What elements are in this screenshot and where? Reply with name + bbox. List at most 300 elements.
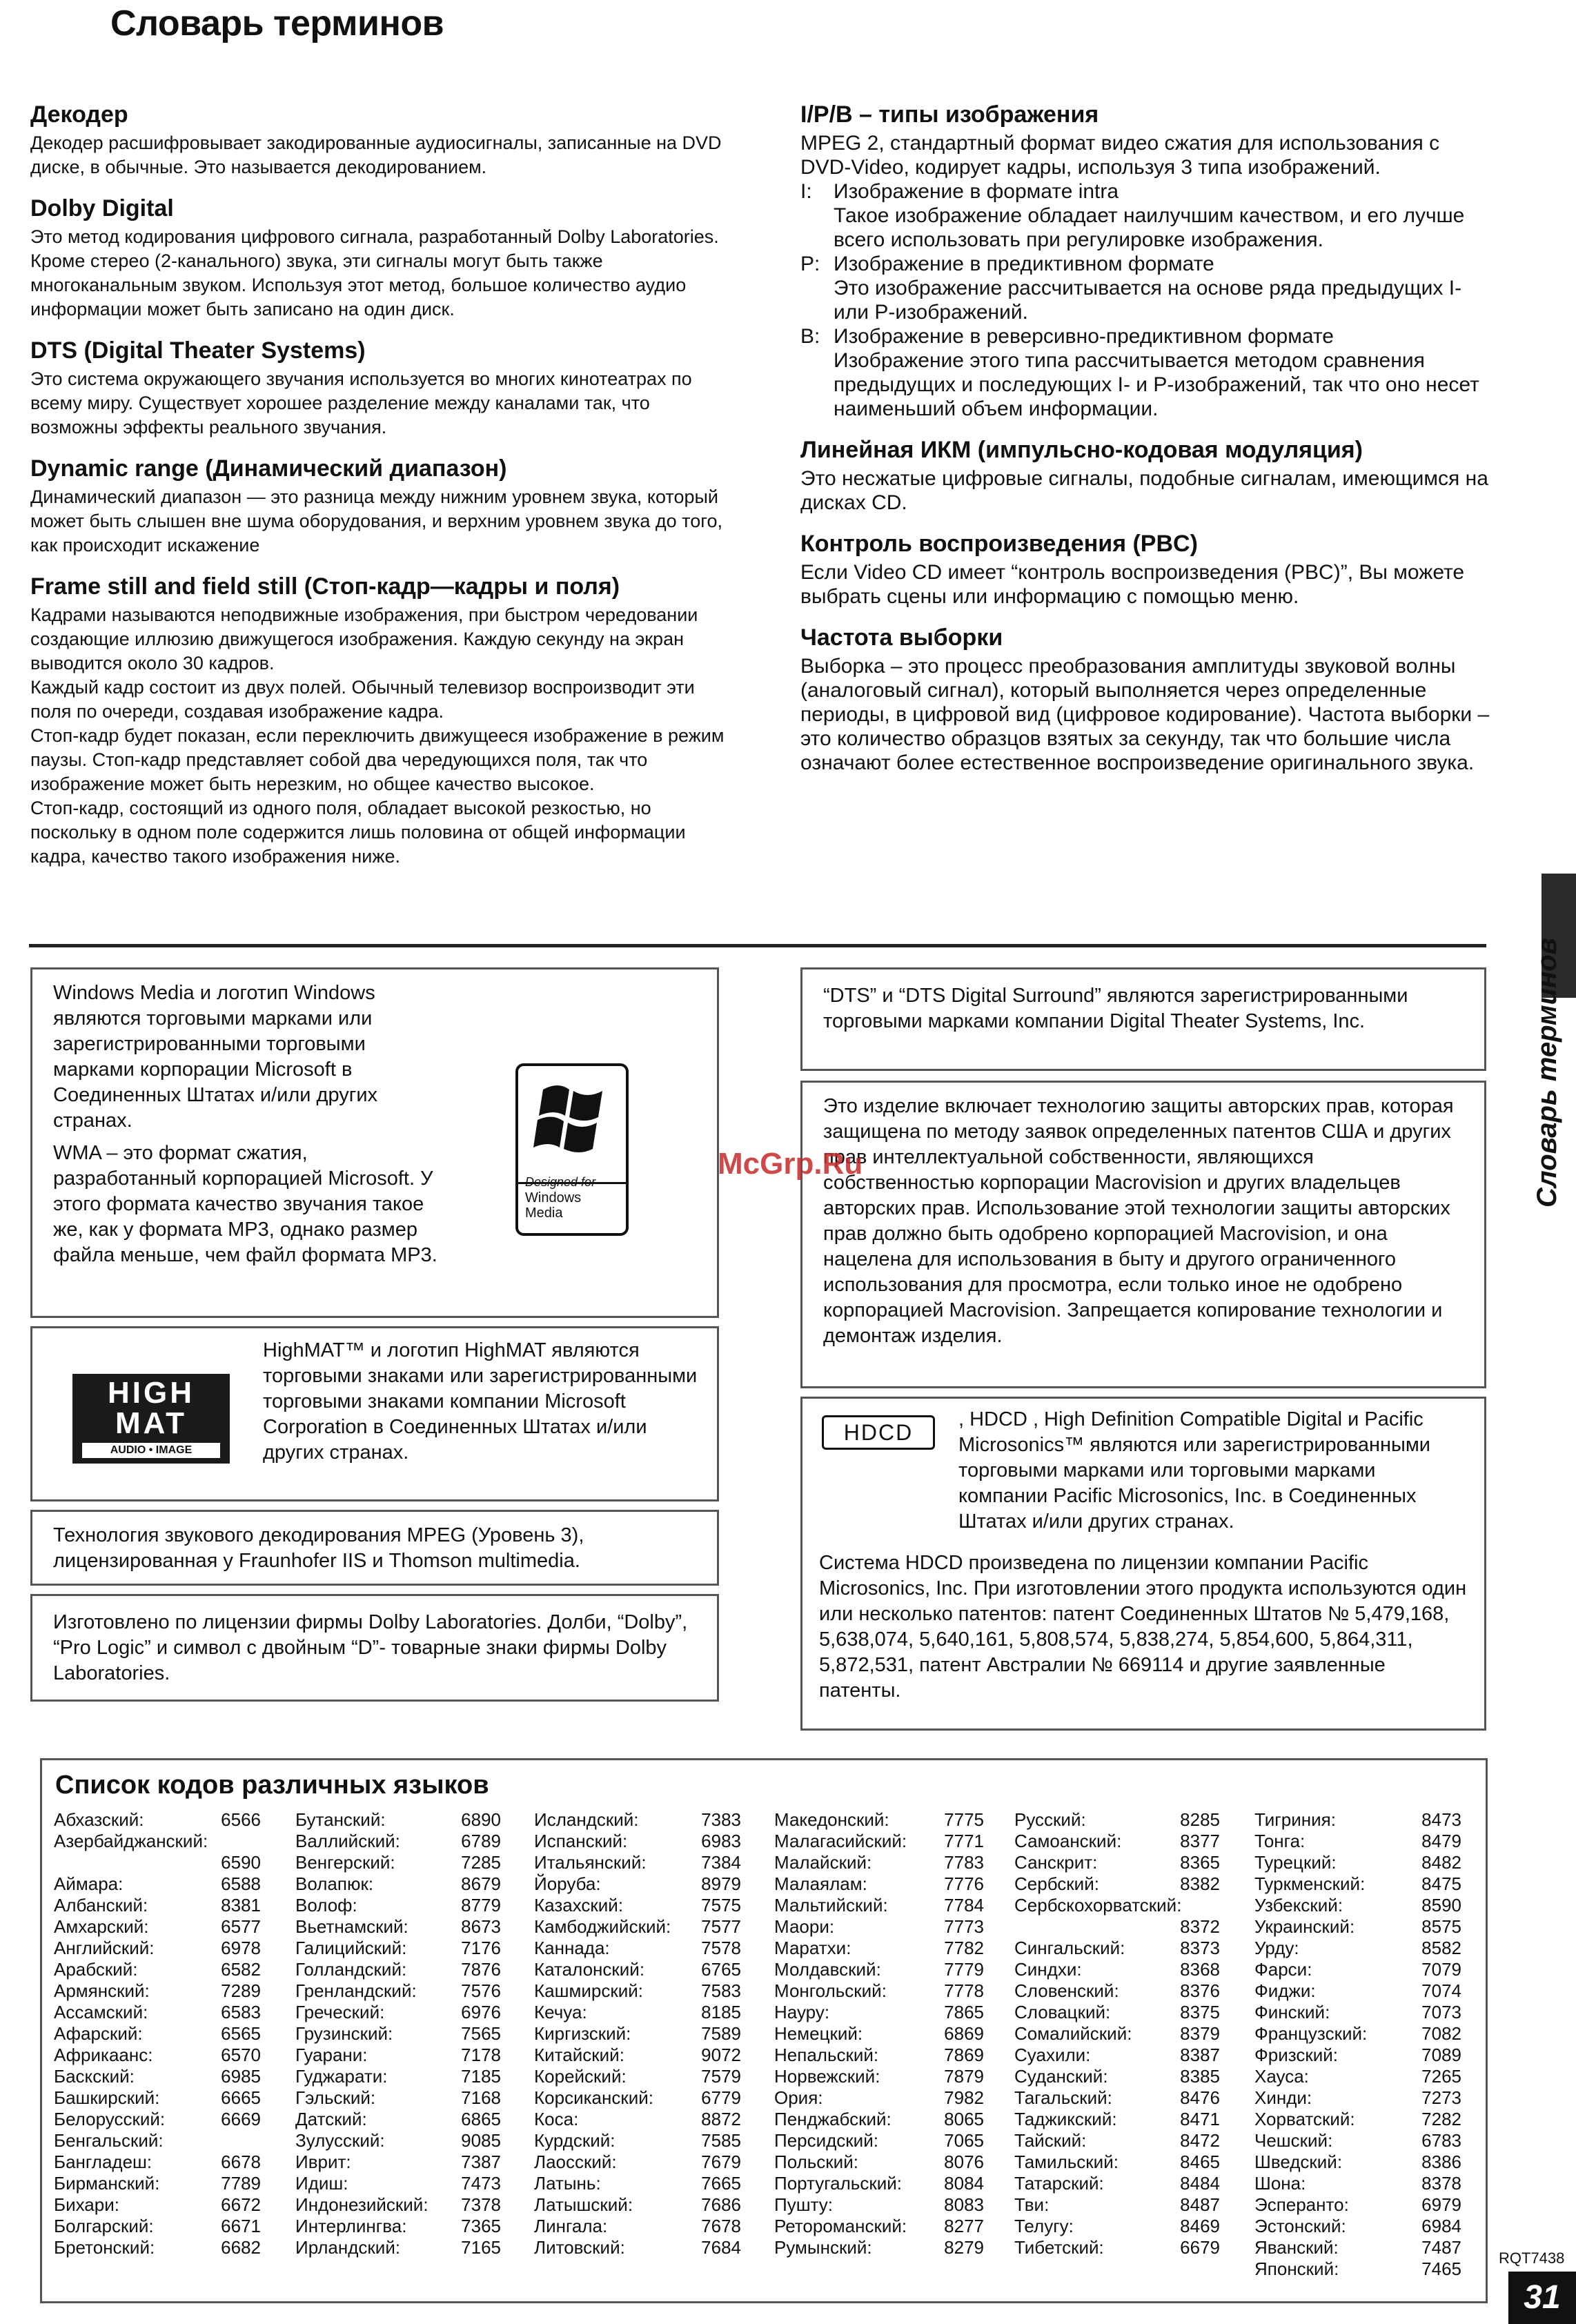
hdcd-logo: HDCD xyxy=(822,1415,935,1450)
language-row xyxy=(774,2002,984,2023)
language-row xyxy=(1254,2258,1461,2280)
language-row xyxy=(534,2087,741,2109)
watermark: McGrp.Ru xyxy=(718,1147,863,1181)
language-row xyxy=(1014,2023,1220,2045)
language-row xyxy=(54,1831,261,1852)
language-row xyxy=(54,1895,261,1916)
language-name: Непальский: xyxy=(774,2045,879,2065)
language-row xyxy=(774,2130,984,2151)
language-name: Малайский: xyxy=(774,1852,872,1873)
language-code: 8379 xyxy=(1180,2023,1220,2044)
glossary-entry-text: Это система окружающего звучания используется во многих кинотеатрах по всему миру. Существует хорошее разделение между каналами так, что возможны эффекты реального звучания. xyxy=(30,368,692,437)
glossary-entry xyxy=(800,436,1490,515)
language-row xyxy=(1254,1895,1461,1916)
language-code: 7782 xyxy=(944,1938,984,1958)
language-row xyxy=(774,2109,984,2130)
language-name: Португальский: xyxy=(774,2173,902,2194)
language-code xyxy=(213,1831,261,1852)
language-code: 7285 xyxy=(461,1852,501,1873)
language-code: 6976 xyxy=(461,2002,501,2022)
language-code: 6679 xyxy=(1180,2237,1220,2258)
language-code: 7779 xyxy=(944,1959,984,1980)
language-row xyxy=(1014,1809,1220,1831)
language-row xyxy=(1254,1809,1461,1831)
language-code: 7686 xyxy=(701,2194,741,2215)
language-row xyxy=(534,2002,741,2023)
language-name: Норвежский: xyxy=(774,2066,880,2087)
language-name: Венгерский: xyxy=(295,1852,395,1873)
language-row xyxy=(774,1809,984,1831)
language-code: 8679 xyxy=(461,1873,501,1894)
language-name: Гренландский: xyxy=(295,1980,417,2001)
side-tab-label: Словарь терминов xyxy=(1532,938,1562,1208)
language-row xyxy=(774,1895,984,1916)
language-row xyxy=(1014,2109,1220,2130)
language-row xyxy=(534,1873,741,1895)
language-name: Молдавский: xyxy=(774,1959,881,1980)
language-code: 8372 xyxy=(1180,1916,1220,1937)
language-name: Камбоджийский: xyxy=(534,1916,671,1937)
macrovision-box xyxy=(800,1081,1486,1388)
language-code: 8479 xyxy=(1421,1831,1461,1851)
language-code: 6672 xyxy=(221,2194,261,2215)
language-name: Болгарский: xyxy=(54,2216,154,2236)
language-code: 8482 xyxy=(1421,1852,1461,1873)
language-name: Белорусский: xyxy=(54,2109,166,2129)
glossary-entry-title: Dynamic range (Динамический диапазон) xyxy=(30,455,507,482)
language-name: Хинди: xyxy=(1254,2087,1312,2108)
language-name: Армянский: xyxy=(54,1980,150,2001)
language-name: Латышский: xyxy=(534,2194,633,2215)
language-row xyxy=(1254,2066,1461,2087)
language-code: 8465 xyxy=(1180,2151,1220,2172)
language-row xyxy=(1254,1873,1461,1895)
language-row xyxy=(1014,2045,1220,2066)
language-row xyxy=(534,1916,741,1938)
language-code: 8590 xyxy=(1421,1895,1461,1916)
language-code: 7879 xyxy=(944,2066,984,2087)
glossary-entry-text: Это метод кодирования цифрового сигнала, разработанный Dolby Laboratories. Кроме стерео (2-канального) звука, эти сигналы могут быть также многоканальным звуком. Используя этот метод, большое количество аудио информации может быть записано на один диск. xyxy=(30,226,719,319)
language-code: 6789 xyxy=(461,1831,501,1851)
language-code: 6779 xyxy=(701,2087,741,2108)
language-code: 6869 xyxy=(944,2023,984,2044)
language-row xyxy=(534,2109,741,2130)
language-name: Греческий: xyxy=(295,2002,385,2022)
language-name: Корсиканский: xyxy=(534,2087,653,2108)
language-row xyxy=(295,1980,501,2002)
language-name: Исландский: xyxy=(534,1809,639,1830)
language-row xyxy=(534,2066,741,2087)
language-column xyxy=(534,1809,741,2258)
language-name: Китайский: xyxy=(534,2045,624,2065)
language-name: Таджикский: xyxy=(1014,2109,1117,2129)
glossary-left-column xyxy=(30,101,727,884)
language-code: 9072 xyxy=(701,2045,741,2065)
language-name: Чешский: xyxy=(1254,2130,1333,2151)
language-code: 7665 xyxy=(701,2173,741,2194)
language-row xyxy=(54,1980,261,2002)
language-row xyxy=(295,2045,501,2066)
language-code xyxy=(213,2130,261,2151)
language-row xyxy=(774,2194,984,2216)
language-row xyxy=(1254,1980,1461,2002)
glossary-entry xyxy=(30,195,727,322)
language-code: 8779 xyxy=(461,1895,501,1916)
language-row xyxy=(1254,2216,1461,2237)
macrovision-text: Это изделие включает технологию защиты авторских прав, которая защищена по методу заявок определенных патентов США и других прав интеллектуальной собственности, являющихся собственностью корпорации Macrovision и других владельцев авторских прав. Использование этой технологии защиты авторских прав должно быть одобрено корпорацией Macrovision, и она нацелена для использования в быту и другого ограниченного использования для просмотра, если только иное не одобрено корпорацией Macrovision. Запрещается копирование технологии и демонтаж изделия. xyxy=(823,1095,1454,1347)
language-code: 7487 xyxy=(1421,2237,1461,2258)
language-name: Японский: xyxy=(1254,2258,1339,2279)
language-row xyxy=(54,1809,261,1831)
language-name: Словенский: xyxy=(1014,1980,1119,2001)
language-name: Бангладеш: xyxy=(54,2151,152,2172)
language-row xyxy=(1254,2045,1461,2066)
language-code: 7789 xyxy=(221,2173,261,2194)
language-code: 8382 xyxy=(1180,1873,1220,1894)
language-code: 7576 xyxy=(461,1980,501,2001)
language-code: 7176 xyxy=(461,1938,501,1958)
language-name: Азербайджанский: xyxy=(54,1831,208,1851)
language-row xyxy=(1014,1938,1220,1959)
language-row xyxy=(1254,2023,1461,2045)
language-row xyxy=(54,1938,261,1959)
language-name: Кашмирский: xyxy=(534,1980,643,2001)
language-name: Сербский: xyxy=(1014,1873,1099,1894)
language-row xyxy=(295,2237,501,2258)
language-code: 8575 xyxy=(1421,1916,1461,1937)
language-row xyxy=(54,2023,261,2045)
language-row xyxy=(295,2087,501,2109)
language-code: 7065 xyxy=(944,2130,984,2151)
picture-type-item xyxy=(800,252,1490,324)
language-row xyxy=(534,2173,741,2194)
language-name: Бенгальский: xyxy=(54,2130,164,2151)
language-row xyxy=(295,1959,501,1980)
language-name: Фризский: xyxy=(1254,2045,1339,2065)
language-name: Румынский: xyxy=(774,2237,872,2258)
language-row xyxy=(774,1938,984,1959)
language-code: 7365 xyxy=(461,2216,501,2236)
language-name: Узбекский: xyxy=(1254,1895,1343,1916)
language-code: 7089 xyxy=(1421,2045,1461,2065)
highmat-box xyxy=(30,1326,719,1501)
dts-box xyxy=(800,967,1486,1071)
picture-type-text: Это изображение рассчитывается на основе ряда предыдущих I- или P-изображений. xyxy=(834,277,1462,324)
glossary-right-column xyxy=(800,101,1490,790)
language-code: 8185 xyxy=(701,2002,741,2022)
mpeg-text: Технология звукового декодирования MPEG (Уровень 3), лицензированная у Fraunhofer IIS и Thomson multimedia. xyxy=(53,1524,584,1572)
picture-type-key: P: xyxy=(800,253,820,275)
language-row xyxy=(54,2151,261,2173)
language-row xyxy=(534,2151,741,2173)
language-code: 6984 xyxy=(1421,2216,1461,2236)
language-name: Курдский: xyxy=(534,2130,615,2151)
language-row xyxy=(54,2002,261,2023)
language-row xyxy=(1254,2173,1461,2194)
language-code: 7265 xyxy=(1421,2066,1461,2087)
language-row xyxy=(54,1916,261,1938)
wma-description: WMA – это формат сжатия, разработанный корпорацией Microsoft. У этого формата качество звучания такое же, как у формата MP3, однако размер файла меньше, чем файл формата MP3. xyxy=(53,1142,437,1266)
mpeg-box xyxy=(30,1510,719,1586)
glossary-entry-title: Декодер xyxy=(30,101,128,128)
language-row xyxy=(1254,1959,1461,1980)
picture-type-item xyxy=(800,179,1490,252)
language-name: Голландский: xyxy=(295,1959,407,1980)
language-name: Монгольский: xyxy=(774,1980,887,2001)
language-code: 8471 xyxy=(1180,2109,1220,2129)
language-name: Йоруба: xyxy=(534,1873,601,1894)
language-code: 7773 xyxy=(944,1916,984,1937)
language-name: Киргизский: xyxy=(534,2023,631,2044)
language-code: 8368 xyxy=(1180,1959,1220,1980)
glossary-entry xyxy=(30,455,727,558)
language-row xyxy=(534,1980,741,2002)
language-code: 8472 xyxy=(1180,2130,1220,2151)
language-row xyxy=(774,2045,984,2066)
logo-designed-for: Designed for xyxy=(525,1175,596,1189)
language-name: Польский: xyxy=(774,2151,858,2172)
language-name: Албанский: xyxy=(54,1895,148,1916)
language-row xyxy=(1014,1916,1220,1938)
glossary-entry-title: Контроль воспроизведения (PBC) xyxy=(800,531,1198,557)
language-name: Тайский: xyxy=(1014,2130,1087,2151)
language-row xyxy=(54,1873,261,1895)
language-name: Амхарский: xyxy=(54,1916,149,1937)
language-name: Тонга: xyxy=(1254,1831,1306,1851)
language-name: Грузинский: xyxy=(295,2023,393,2044)
language-name: Сербскохорватский: xyxy=(1014,1895,1182,1916)
language-row xyxy=(54,2066,261,2087)
language-code: 7282 xyxy=(1421,2109,1461,2129)
language-name: Английский: xyxy=(54,1938,155,1958)
language-code: 6671 xyxy=(221,2216,261,2236)
language-row xyxy=(295,2194,501,2216)
language-name: Тигриния: xyxy=(1254,1809,1336,1830)
glossary-entry-text: Декодер расшифровывает закодированные аудиосигналы, записанные на DVD диске, в обычные. Это называется декодированием. xyxy=(30,132,722,177)
ipb-title: I/P/B – типы изображения xyxy=(800,101,1099,128)
language-code: 8476 xyxy=(1180,2087,1220,2108)
windows-flag-icon xyxy=(524,1074,620,1164)
glossary-entry-text: Стоп-кадр будет показан, если переключить движущееся изображение в режим паузы. Стоп-кадр представляет собой два чередующихся поля, так что изображение может быть нерезким, но общее качество высокое. xyxy=(30,725,725,794)
language-code: 7575 xyxy=(701,1895,741,1916)
language-row xyxy=(295,1938,501,1959)
language-name: Баскский: xyxy=(54,2066,135,2087)
language-code: 7577 xyxy=(701,1916,741,1937)
language-row xyxy=(295,2023,501,2045)
language-code: 6978 xyxy=(221,1938,261,1958)
language-code: 7865 xyxy=(944,2002,984,2022)
language-code: 7678 xyxy=(701,2216,741,2236)
language-name: Арабский: xyxy=(54,1959,138,1980)
glossary-entry-title: Frame still and field still (Стоп-кадр—кадры и поля) xyxy=(30,573,620,600)
language-code: 8375 xyxy=(1180,2002,1220,2022)
language-row xyxy=(1014,2130,1220,2151)
language-row xyxy=(774,2023,984,2045)
language-code: 6865 xyxy=(461,2109,501,2129)
language-name: Лингала: xyxy=(534,2216,608,2236)
language-name: Татарский: xyxy=(1014,2173,1104,2194)
glossary-entry-text: Это несжатые цифровые сигналы, подобные сигналам, имеющимся на дисках CD. xyxy=(800,467,1488,514)
language-row xyxy=(534,2045,741,2066)
language-row xyxy=(1254,1938,1461,1959)
language-code: 8376 xyxy=(1180,1980,1220,2001)
language-code: 8277 xyxy=(944,2216,984,2236)
language-row xyxy=(774,2151,984,2173)
language-row xyxy=(534,2130,741,2151)
language-row xyxy=(534,2194,741,2216)
language-code: 7465 xyxy=(1421,2258,1461,2279)
language-name: Бретонский: xyxy=(54,2237,155,2258)
language-name: Хорватский: xyxy=(1254,2109,1355,2129)
language-row xyxy=(54,1852,261,1873)
language-code: 8979 xyxy=(701,1873,741,1894)
language-code: 8381 xyxy=(221,1895,261,1916)
language-codes-title: Список кодов различных языков xyxy=(55,1771,489,1800)
language-column xyxy=(295,1809,501,2258)
language-name: Яванский: xyxy=(1254,2237,1339,2258)
language-name: Ория: xyxy=(774,2087,823,2108)
language-code: 7378 xyxy=(461,2194,501,2215)
highmat-logo: HIGH MAT AUDIO • IMAGE xyxy=(72,1374,230,1464)
language-code: 7168 xyxy=(461,2087,501,2108)
language-row xyxy=(534,1938,741,1959)
picture-type-text: Изображение этого типа рассчитывается методом сравнения предыдущих и последующих I- и P-изображений, так что оно несет наименьший объем информации. xyxy=(834,349,1479,420)
language-code: 8469 xyxy=(1180,2216,1220,2236)
language-row xyxy=(1254,2194,1461,2216)
language-name: Бирманский: xyxy=(54,2173,160,2194)
language-name: Корейский: xyxy=(534,2066,627,2087)
language-code: 8373 xyxy=(1180,1938,1220,1958)
language-name: Мальтийский: xyxy=(774,1895,888,1916)
language-row xyxy=(1014,2087,1220,2109)
language-code: 7082 xyxy=(1421,2023,1461,2044)
language-row xyxy=(534,1809,741,1831)
glossary-entry xyxy=(30,573,727,869)
language-name: Русский: xyxy=(1014,1809,1086,1830)
language-row xyxy=(774,1916,984,1938)
language-code: 6565 xyxy=(221,2023,261,2044)
logo-windows-media-text: Windows Media xyxy=(525,1190,582,1221)
language-code: 6669 xyxy=(221,2109,261,2129)
language-name: Латынь: xyxy=(534,2173,601,2194)
language-code: 7778 xyxy=(944,1980,984,2001)
section-divider xyxy=(29,944,1486,947)
highmat-text: HighMAT™ и логотип HighMAT являются торговыми знаками или зарегистрированными торговыми знаками компании Microsoft Corporation в Соединенных Штатах и/или других странах. xyxy=(263,1339,698,1464)
language-name: Абхазский: xyxy=(54,1809,144,1830)
language-code: 7473 xyxy=(461,2173,501,2194)
language-name: Санскрит: xyxy=(1014,1852,1098,1873)
page-title: Словарь терминов xyxy=(110,3,444,43)
language-code: 6570 xyxy=(221,2045,261,2065)
language-row xyxy=(1014,1831,1220,1852)
language-row xyxy=(295,2066,501,2087)
language-code: 6588 xyxy=(221,1873,261,1894)
language-code: 7074 xyxy=(1421,1980,1461,2001)
hdcd-text-2: Система HDCD произведена по лицензии компании Pacific Microsonics, Inc. При изготовлении этого продукта используются один или несколько патентов: патент Соединенных Штатов № 5,479,168, 5,638,074, 5,640,161, 5,808,574, 5,838,274, 5,854,600, 5,864,311, 5,872,531, патент Австралии № 669114 и другие заявленные патенты. xyxy=(819,1552,1467,1702)
language-name: Суданский: xyxy=(1014,2066,1108,2087)
language-name: Тагальский: xyxy=(1014,2087,1112,2108)
language-code: 7073 xyxy=(1421,2002,1461,2022)
language-name: Идиш: xyxy=(295,2173,348,2194)
language-name: Итальянский: xyxy=(534,1852,647,1873)
language-name: Кечуа: xyxy=(534,2002,587,2022)
language-code: 8378 xyxy=(1421,2173,1461,2194)
language-code xyxy=(1181,1895,1220,1916)
windows-media-logo xyxy=(515,1063,629,1236)
language-row xyxy=(534,2023,741,2045)
language-name: Афарский: xyxy=(54,2023,143,2044)
language-code: 8076 xyxy=(944,2151,984,2172)
language-name: Малаялам: xyxy=(774,1873,867,1894)
language-row xyxy=(774,1980,984,2002)
language-row xyxy=(534,2216,741,2237)
language-row xyxy=(774,1959,984,1980)
dts-text: “DTS” и “DTS Digital Surround” являются зарегистрированными торговыми марками компании Digital Theater Systems, Inc. xyxy=(823,985,1408,1032)
language-code: 8582 xyxy=(1421,1938,1461,1958)
language-code: 7579 xyxy=(701,2066,741,2087)
language-row xyxy=(54,2045,261,2066)
language-column xyxy=(1254,1809,1461,2280)
language-row xyxy=(1014,1873,1220,1895)
language-code: 7165 xyxy=(461,2237,501,2258)
language-code: 6890 xyxy=(461,1809,501,1830)
language-name: Интерлингва: xyxy=(295,2216,407,2236)
language-name: Ретороманский: xyxy=(774,2216,907,2236)
language-code: 6985 xyxy=(221,2066,261,2087)
language-name: Датский: xyxy=(295,2109,367,2129)
language-code: 8083 xyxy=(944,2194,984,2215)
language-name: Телугу: xyxy=(1014,2216,1074,2236)
language-name: Волоф: xyxy=(295,1895,357,1916)
language-code: 6566 xyxy=(221,1809,261,1830)
windows-text xyxy=(53,981,440,1268)
language-code: 8473 xyxy=(1421,1809,1461,1830)
dolby-text: Изготовлено по лицензии фирмы Dolby Laboratories. Долби, “Dolby”, “Pro Logic” и символ с двойным “D”- товарные знаки фирмы Dolby Laboratories. xyxy=(53,1611,688,1684)
language-row xyxy=(295,1895,501,1916)
language-code: 8065 xyxy=(944,2109,984,2129)
language-row xyxy=(1254,2002,1461,2023)
language-row xyxy=(534,2237,741,2258)
language-row xyxy=(1254,2151,1461,2173)
language-code: 7684 xyxy=(701,2237,741,2258)
language-name: Персидский: xyxy=(774,2130,878,2151)
glossary-entry-text: Динамический диапазон — это разница между нижним уровнем звука, который может быть слышен вне шума оборудования, и верхним уровнем звука до того, как происходит искажение xyxy=(30,486,722,555)
language-row xyxy=(1254,1852,1461,1873)
picture-type-item xyxy=(800,324,1490,421)
language-name: Сингальский: xyxy=(1014,1938,1125,1958)
language-row xyxy=(1014,2194,1220,2216)
language-name: Македонский: xyxy=(774,1809,889,1830)
language-name: Тибетский: xyxy=(1014,2237,1104,2258)
language-row xyxy=(534,1852,741,1873)
language-code: 6583 xyxy=(221,2002,261,2022)
language-name: Иврит: xyxy=(295,2151,351,2172)
glossary-entry xyxy=(30,337,727,440)
language-row xyxy=(295,2130,501,2151)
language-code: 8365 xyxy=(1180,1852,1220,1873)
language-column xyxy=(1014,1809,1220,2258)
language-row xyxy=(774,2237,984,2258)
language-name: Казахский: xyxy=(534,1895,624,1916)
language-name: Пушту: xyxy=(774,2194,833,2215)
language-code: 7578 xyxy=(701,1938,741,1958)
language-row xyxy=(774,2066,984,2087)
language-name: Ирландский: xyxy=(295,2237,401,2258)
language-code: 7775 xyxy=(944,1809,984,1830)
language-name: Синдхи: xyxy=(1014,1959,1082,1980)
language-code: 8084 xyxy=(944,2173,984,2194)
language-row xyxy=(295,1831,501,1852)
